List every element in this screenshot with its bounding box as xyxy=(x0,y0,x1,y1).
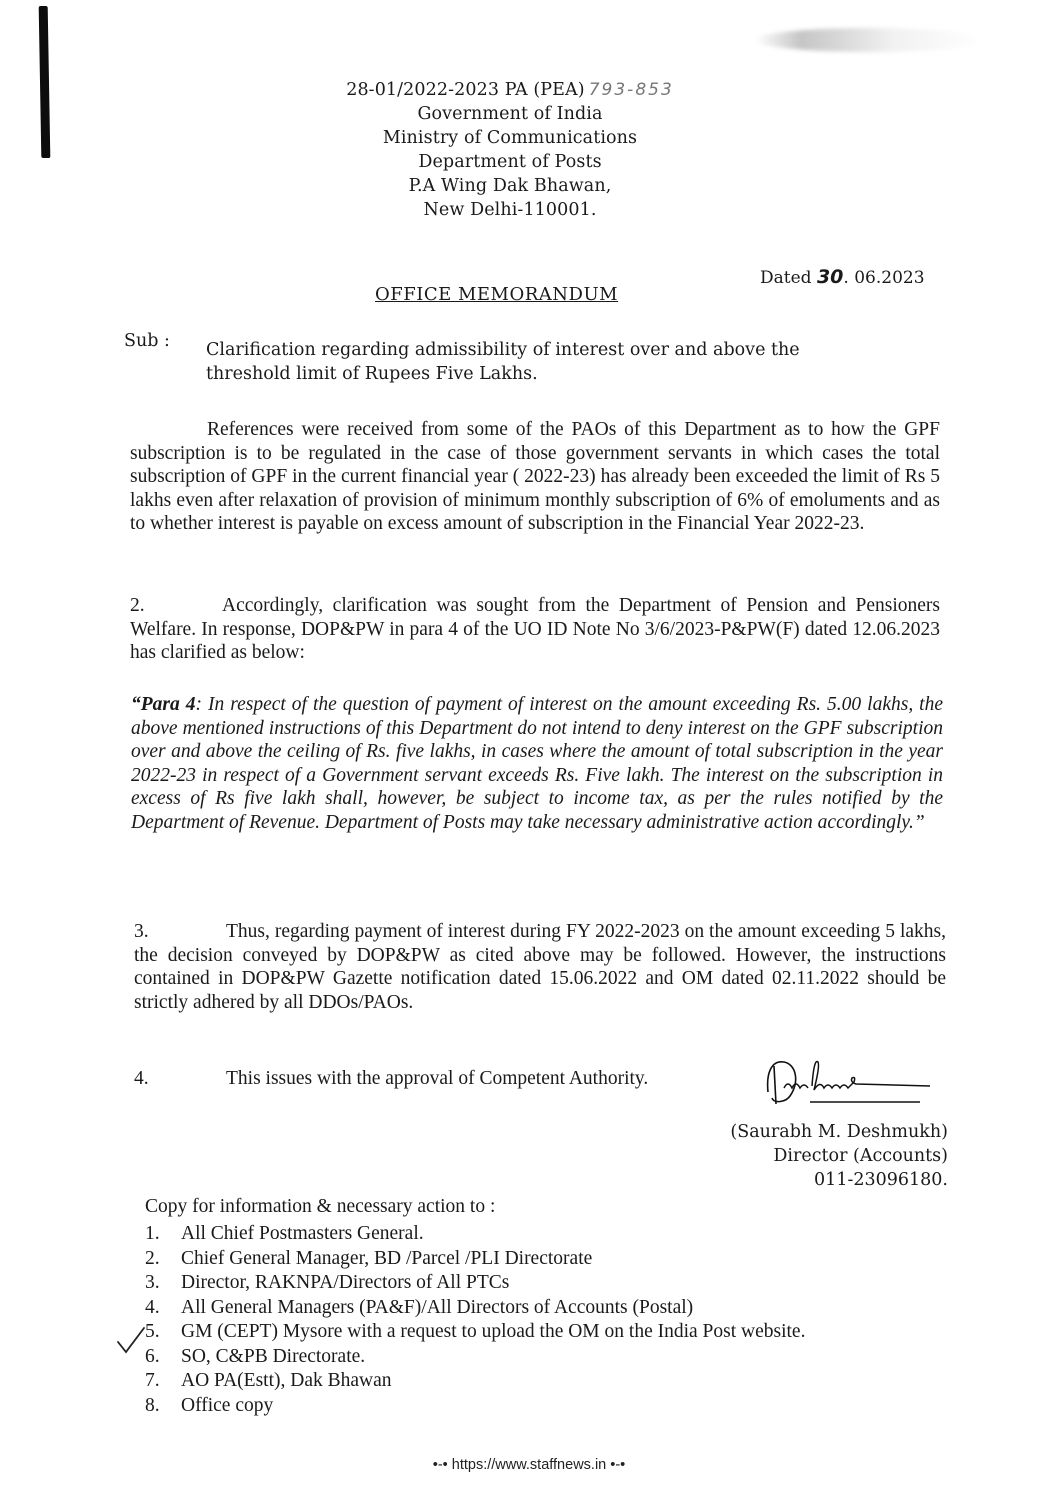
file-number-line xyxy=(340,78,680,102)
scan-edge-mark xyxy=(39,6,51,158)
signatory-name: (Saurabh M. Deshmukh) xyxy=(730,1122,948,1142)
handwritten-number: 793-853 xyxy=(588,80,674,100)
paragraph-1-text: References were received from some of the PAOs of this Department as to how the GPF subscription is to be regulated in the case of those government servants in which cases the total subscription of GPF in the current financial year ( 2022-23) has already been exceeded the limit of Rs 5 lakhs even after relaxation of provision of minimum monthly subscription of 6% of emoluments and as to whether interest is payable on excess amount of subscription in the Financial Year 2022-23. xyxy=(130,419,940,534)
list-item: 1. All Chief Postmasters General. xyxy=(145,1223,424,1244)
signatory-block xyxy=(700,1120,948,1192)
paragraph-2-text: Accordingly, clarification was sought from the Department of Pension and Pensioners Welfare. In response, DOP&PW in para 4 of the UO ID Note No 3/6/2023-P&PW(F) dated 12.06.2023 has clarified as below: xyxy=(130,595,940,663)
document-title: OFFICE MEMORANDUM xyxy=(375,284,619,305)
checkmark-icon xyxy=(116,1326,146,1354)
date-line xyxy=(760,266,925,288)
header-line-government: Government of India xyxy=(417,104,603,124)
paragraph-3-text: Thus, regarding payment of interest during FY 2022-2023 on the amount exceeding 5 lakhs, the decision conveyed by DOP&PW as cited above may be followed. However, the instructions contained in DOP&PW Gazette notification dated 15.06.2022 and OM dated 02.11.2022 should be strictly adhered by all DDOs/PAOs. xyxy=(134,921,946,1013)
list-item: 8. Office copy xyxy=(145,1394,274,1416)
footer-link[interactable]: •-• https://www.staffnews.in •-• xyxy=(432,1457,626,1473)
list-item: 5. GM (CEPT) Mysore with a request to upload the OM on the India Post website. xyxy=(145,1321,806,1342)
list-item: 6. SO, C&PB Directorate. xyxy=(145,1345,366,1367)
signatory-phone: 011-23096180. xyxy=(814,1170,948,1190)
list-item: 2. Chief General Manager, BD /Parcel /PLI Directorate xyxy=(145,1247,593,1269)
quote-lead: “Para 4 xyxy=(131,694,196,715)
paragraph-4 xyxy=(134,1067,834,1091)
copy-to-heading: Copy for information & necessary action to : xyxy=(145,1196,496,1217)
subject-label: Sub : xyxy=(124,331,170,351)
paragraph-3 xyxy=(134,920,946,1014)
quoted-para-4 xyxy=(131,693,943,834)
paragraph-2 xyxy=(130,594,940,665)
subject-text: Clarification regarding admissibility of interest over and above the threshold limit of Rupees Five Lakhs. xyxy=(206,340,800,384)
list-item: 4. All General Managers (PA&F)/All Directors of Accounts (Postal) xyxy=(145,1296,694,1318)
paragraph-4-text: This issues with the approval of Competent Authority. xyxy=(226,1068,649,1089)
paragraph-1 xyxy=(130,418,940,536)
date-prefix: Dated xyxy=(760,268,812,288)
file-number: 28-01/2022-2023 PA (PEA) xyxy=(346,80,585,100)
list-item: 3. Director, RAKNPA/Directors of All PTCs xyxy=(145,1272,510,1293)
paragraph-3-number: 3. xyxy=(134,921,149,942)
paragraph-4-number: 4. xyxy=(134,1068,149,1089)
header-line-city: New Delhi-110001. xyxy=(423,200,597,220)
quote-text: : In respect of the question of payment of interest on the amount exceeding Rs. 5.00 lakhs, the above mentioned instructions of this Department do not intend to deny interest on the GPF subscription over and above the ceiling of Rs. five lakhs, in cases where the amount of total subscription in the year 2022-23 in respect of a Government servant exceeds Rs. Five lakh. The interest on the subscription in excess of Rs five lakh shall, however, be subject to income tax, as per the rules notified by the Department of Revenue. Department of Posts may take necessary administrative action accordingly.” xyxy=(131,694,944,833)
date-rest: . 06.2023 xyxy=(843,268,925,288)
copy-to-list xyxy=(145,1222,805,1418)
paragraph-2-number: 2. xyxy=(130,595,145,616)
signature-icon xyxy=(760,1052,940,1112)
header-line-department: Department of Posts xyxy=(418,152,602,172)
header-line-ministry: Ministry of Communications xyxy=(382,128,638,148)
footer-watermark xyxy=(0,1457,1058,1473)
handwritten-day: 30 xyxy=(816,266,844,288)
scan-smudge xyxy=(755,28,985,52)
list-item: 7. AO PA(Estt), Dak Bhawan xyxy=(145,1370,392,1391)
header-line-wing: P.A Wing Dak Bhawan, xyxy=(408,176,612,196)
letterhead xyxy=(340,78,680,222)
signatory-designation: Director (Accounts) xyxy=(773,1146,948,1166)
